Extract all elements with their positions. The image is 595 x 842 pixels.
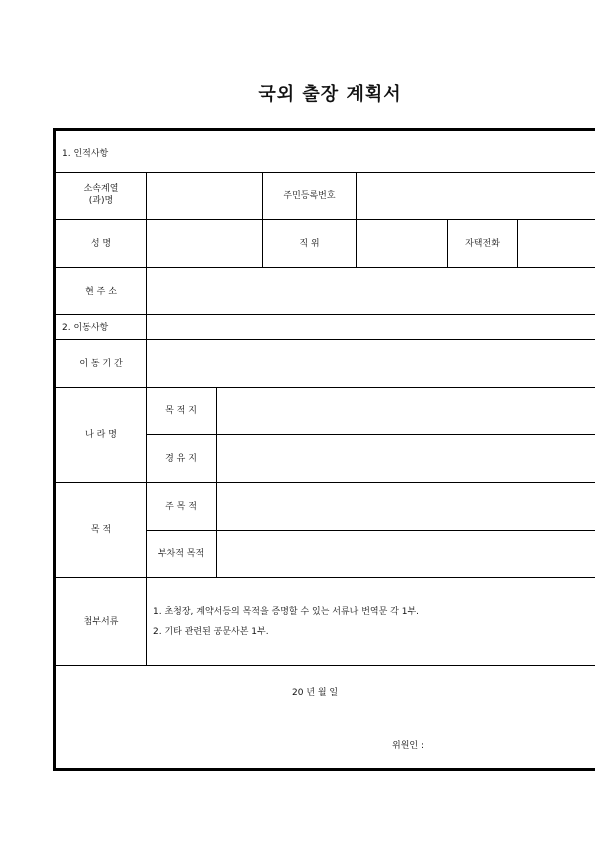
divider bbox=[447, 219, 448, 267]
section-travel-heading: 2. 이동사항 bbox=[62, 323, 109, 333]
resident-number-label: 주민등록번호 bbox=[283, 191, 336, 201]
period-label: 이 동 기 간 bbox=[79, 359, 123, 369]
attachment-item-2: 2. 기타 관련된 공문사본 1부. bbox=[153, 627, 269, 637]
name-field[interactable] bbox=[147, 220, 262, 266]
divider bbox=[517, 219, 518, 267]
destination-label: 목 적 지 bbox=[165, 406, 197, 416]
sub-purpose-label: 부차적 목적 bbox=[157, 549, 205, 559]
sub-purpose-field[interactable] bbox=[217, 531, 595, 577]
position-field[interactable] bbox=[357, 220, 447, 266]
attachment-item-1: 1. 초청장, 계약서등의 목적을 증명할 수 있는 서류나 번역문 각 1부. bbox=[153, 607, 419, 617]
address-label: 현 주 소 bbox=[85, 287, 117, 297]
page-title: 국외 출장 계획서 bbox=[258, 84, 402, 105]
purpose-label: 목 적 bbox=[90, 525, 112, 535]
affiliation-sub-label: (과)명 bbox=[88, 196, 114, 206]
section-personal-heading: 1. 인적사항 bbox=[62, 149, 109, 159]
affiliation-field[interactable] bbox=[147, 173, 262, 219]
period-field[interactable] bbox=[147, 340, 595, 386]
destination-field[interactable] bbox=[217, 388, 595, 434]
via-label: 경 유 지 bbox=[165, 454, 197, 464]
via-field[interactable] bbox=[217, 435, 595, 481]
main-purpose-label: 주 목 적 bbox=[165, 502, 197, 512]
divider bbox=[56, 219, 595, 220]
resident-number-field[interactable] bbox=[357, 173, 595, 219]
divider bbox=[56, 577, 595, 578]
main-purpose-field[interactable] bbox=[217, 483, 595, 529]
position-label: 직 위 bbox=[299, 239, 320, 249]
divider bbox=[56, 314, 595, 315]
divider bbox=[216, 387, 217, 577]
home-phone-field[interactable] bbox=[518, 220, 595, 266]
applicant-signature-field[interactable] bbox=[434, 735, 584, 755]
divider bbox=[56, 665, 595, 666]
name-label: 성 명 bbox=[90, 239, 112, 249]
address-field[interactable] bbox=[147, 268, 595, 314]
affiliation-label: 소속계열 bbox=[83, 184, 119, 194]
travel-plan-form bbox=[53, 128, 595, 771]
attachments-label: 첨부서류 bbox=[83, 617, 119, 627]
divider bbox=[146, 172, 147, 665]
applicant-label: 위원인 : bbox=[392, 741, 424, 751]
home-phone-label: 자택전화 bbox=[465, 239, 500, 249]
country-label: 나 라 명 bbox=[85, 430, 117, 440]
divider bbox=[356, 172, 357, 267]
divider bbox=[262, 172, 263, 267]
date-line: 20 년 월 일 bbox=[292, 688, 339, 698]
